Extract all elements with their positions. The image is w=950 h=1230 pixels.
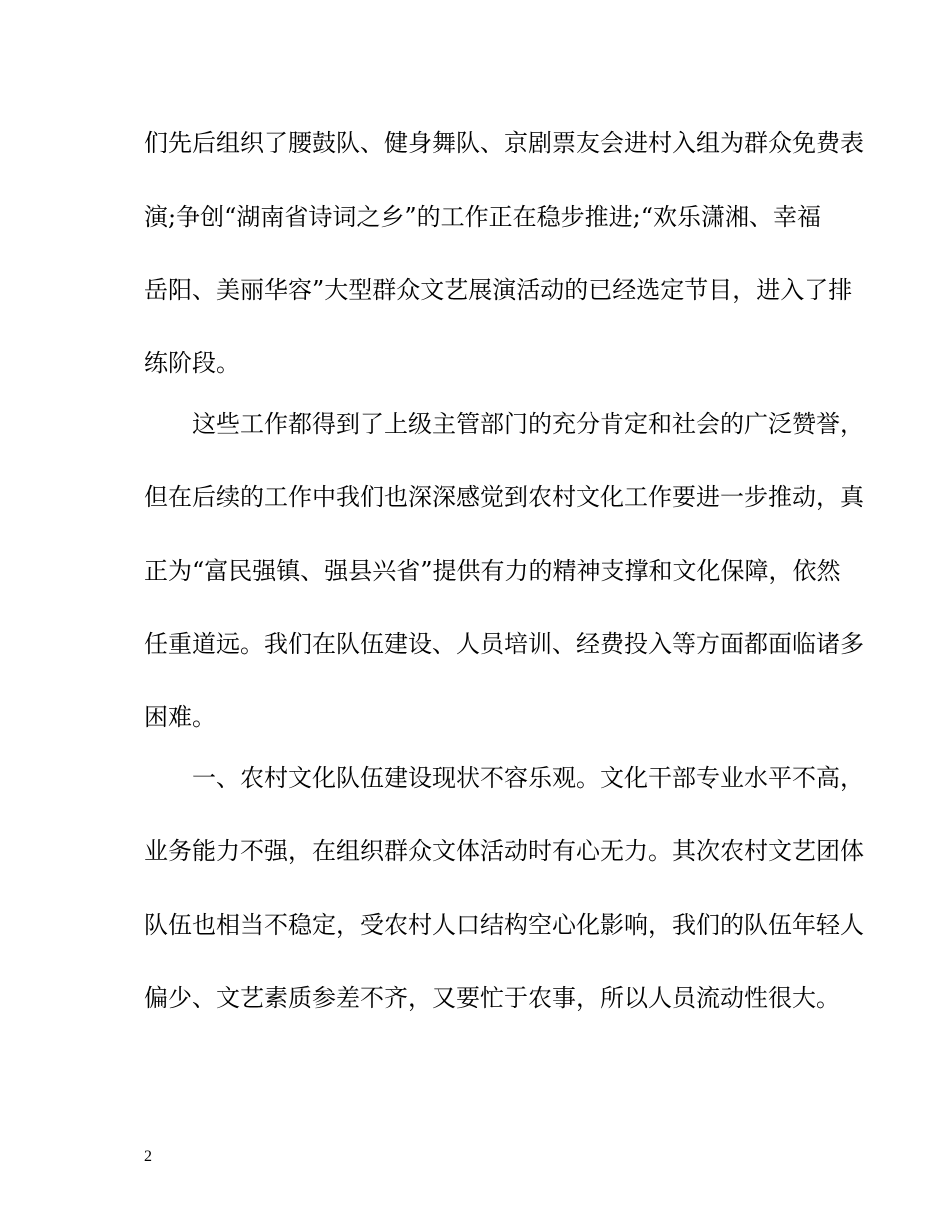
paragraph-2-line-5: 困难。 <box>144 703 216 731</box>
page-number: 2 <box>144 1148 152 1165</box>
paragraph-2-line-3: 正为“富民强镇、强县兴省”提供有力的精神支撑和文化保障，依然 <box>144 557 841 585</box>
paragraph-1-line-4: 练阶段。 <box>144 349 240 377</box>
paragraph-3-line-2: 业务能力不强，在组织群众文体活动时有心无力。其次农村文艺团体 <box>144 837 864 865</box>
paragraph-2-line-2: 但在后续的工作中我们也深深感觉到农村文化工作要进一步推动，真 <box>144 483 864 511</box>
paragraph-3-line-1: 一、农村文化队伍建设现状不容乐观。文化干部专业水平不高， <box>192 764 864 792</box>
paragraph-2-line-4: 任重道远。我们在队伍建设、人员培训、经费投入等方面都面临诸多 <box>144 630 864 658</box>
paragraph-2-line-1: 这些工作都得到了上级主管部门的充分肯定和社会的广泛赞誉， <box>192 410 864 438</box>
paragraph-1-line-1: 们先后组织了腰鼓队、健身舞队、京剧票友会进村入组为群众免费表 <box>144 129 864 157</box>
paragraph-3-line-4: 偏少、文艺素质参差不齐，又要忙于农事，所以人员流动性很大。 <box>144 984 840 1012</box>
paragraph-3-line-3: 队伍也相当不稳定，受农村人口结构空心化影响，我们的队伍年轻人 <box>144 911 864 939</box>
paragraph-1-line-3: 岳阳、美丽华容”大型群众文艺展演活动的已经选定节目，进入了排 <box>144 276 853 304</box>
paragraph-1-line-2: 演;争创“湖南省诗词之乡”的工作正在稳步推进;“欢乐潇湘、幸福 <box>144 203 821 231</box>
